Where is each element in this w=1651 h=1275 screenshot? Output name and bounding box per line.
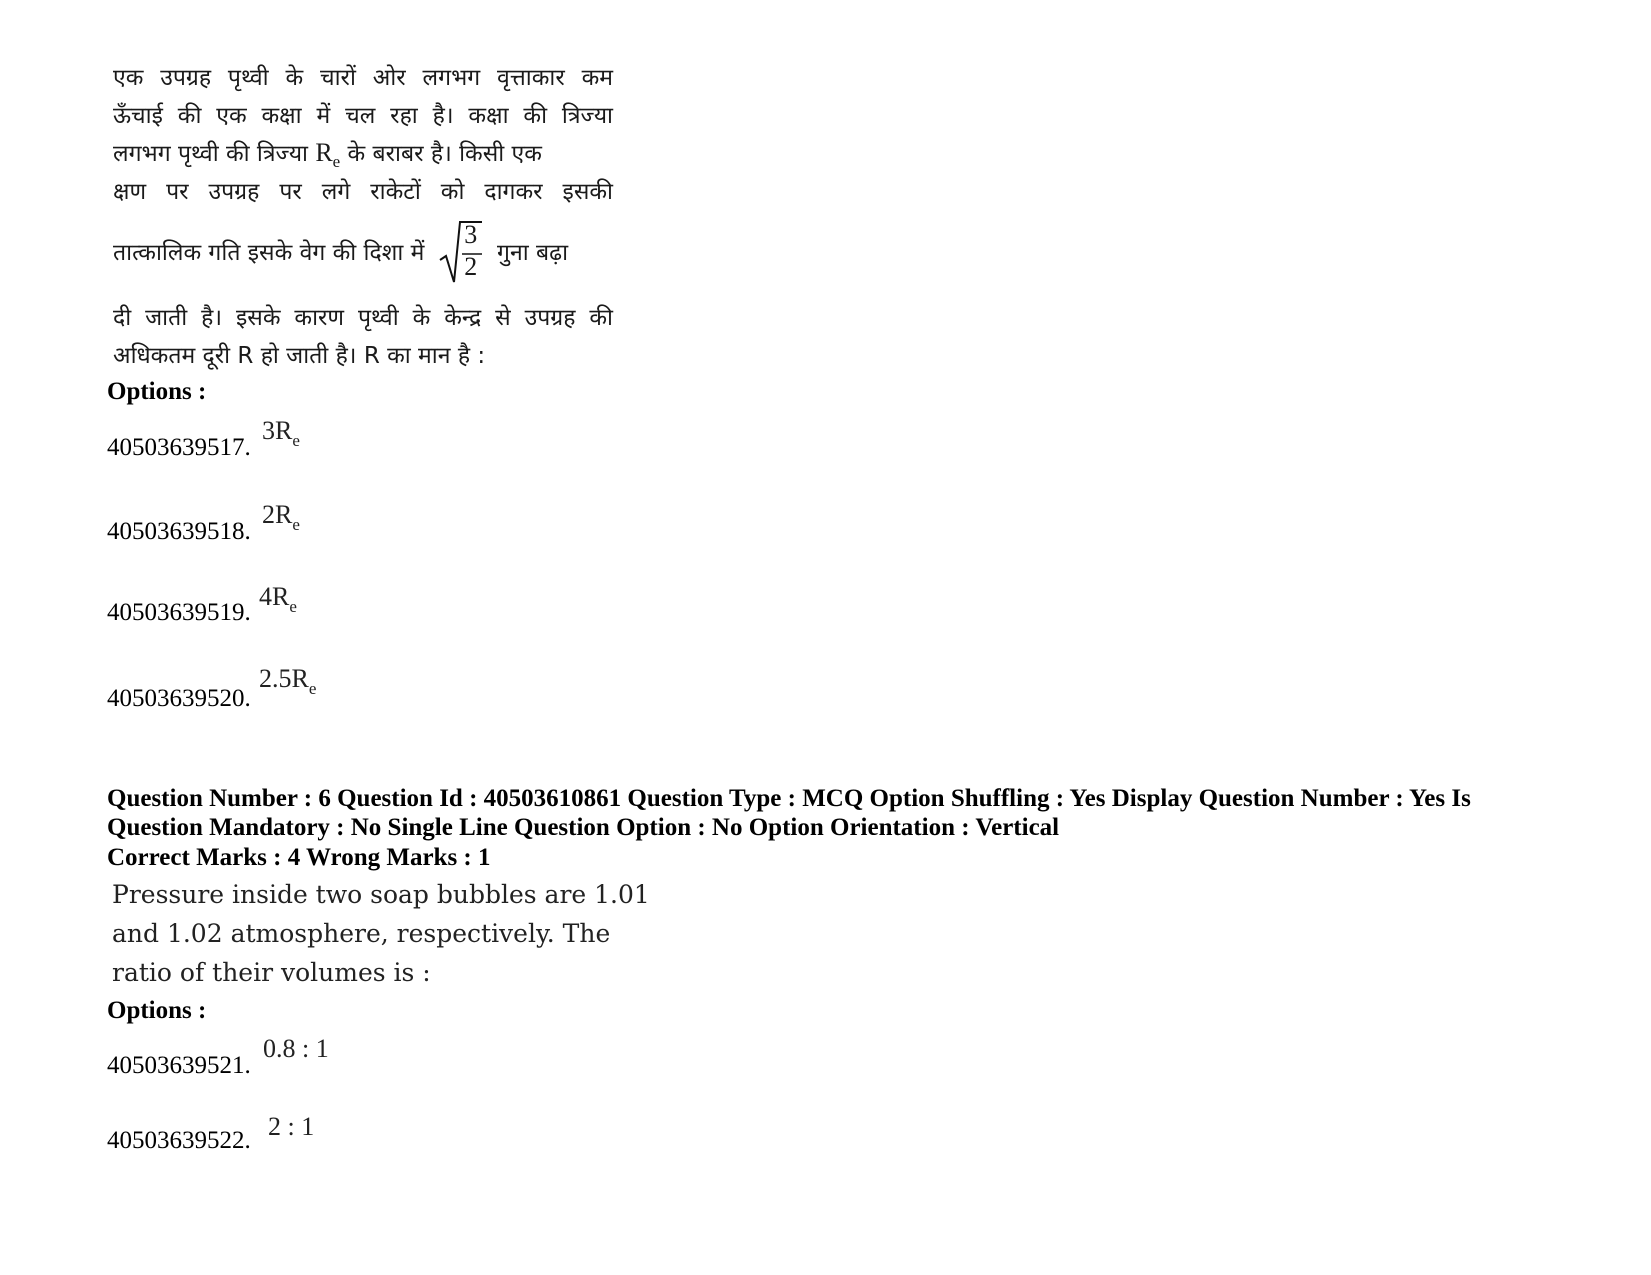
option-value[interactable]: $2R_e$: [262, 500, 300, 534]
options-label: Options :: [107, 378, 207, 405]
question-text-line: एक उपग्रह पृथ्वी के चारों ओर लगभग वृत्ताकार कम: [113, 65, 613, 91]
option-value[interactable]: $3R_e$: [262, 416, 300, 450]
option-id: 40503639517.: [107, 434, 251, 461]
options-label: Options :: [107, 997, 207, 1024]
option-value[interactable]: 0.8 : 1: [263, 1034, 329, 1063]
question-text-line: क्षण पर उपग्रह पर लगे राकेटों को दागकर इसकी: [113, 179, 613, 205]
option-id: 40503639519.: [107, 599, 251, 626]
option-value[interactable]: $4R_e$: [259, 582, 297, 616]
question-text-line: तात्कालिक गति इसके वेग की दिशा में 3 2 गुना बढ़ा: [113, 216, 613, 286]
question-text-line: लगभग पृथ्वी की त्रिज्या $R_e$ के बराबर है। किसी एक: [113, 138, 542, 172]
question-text-line: ratio of their volumes is :: [112, 958, 431, 987]
question-text-line: ऊँचाई की एक कक्षा में चल रहा है। कक्षा की त्रिज्या: [113, 103, 613, 129]
option-value[interactable]: $2.5R_e$: [259, 664, 317, 698]
option-value[interactable]: 2 : 1: [268, 1112, 315, 1141]
marks-info: Correct Marks : 4 Wrong Marks : 1: [107, 844, 491, 871]
question-meta: Question Number : 6 Question Id : 40503610861 Question Type : MCQ Option Shuffling : Yes Display Question Number : Yes Is Question Mandatory : No Single Line Question Option : No Option Orientation : Vertical: [107, 785, 1471, 841]
option-id: 40503639520.: [107, 685, 251, 712]
question-text-line: Pressure inside two soap bubbles are 1.01: [112, 880, 650, 909]
question-text-line: अधिकतम दूरी R हो जाती है। R का मान है :: [113, 343, 486, 369]
earth-radius-symbol: $R_e$: [315, 138, 341, 172]
option-id: 40503639518.: [107, 518, 251, 545]
sqrt-fraction: 3 2: [438, 216, 484, 286]
option-id: 40503639522.: [107, 1127, 251, 1154]
option-id: 40503639521.: [107, 1052, 251, 1079]
question-text-line: and 1.02 atmosphere, respectively. The: [112, 919, 611, 948]
question-text-line: दी जाती है। इसके कारण पृथ्वी के केन्द्र से उपग्रह की: [113, 305, 613, 331]
